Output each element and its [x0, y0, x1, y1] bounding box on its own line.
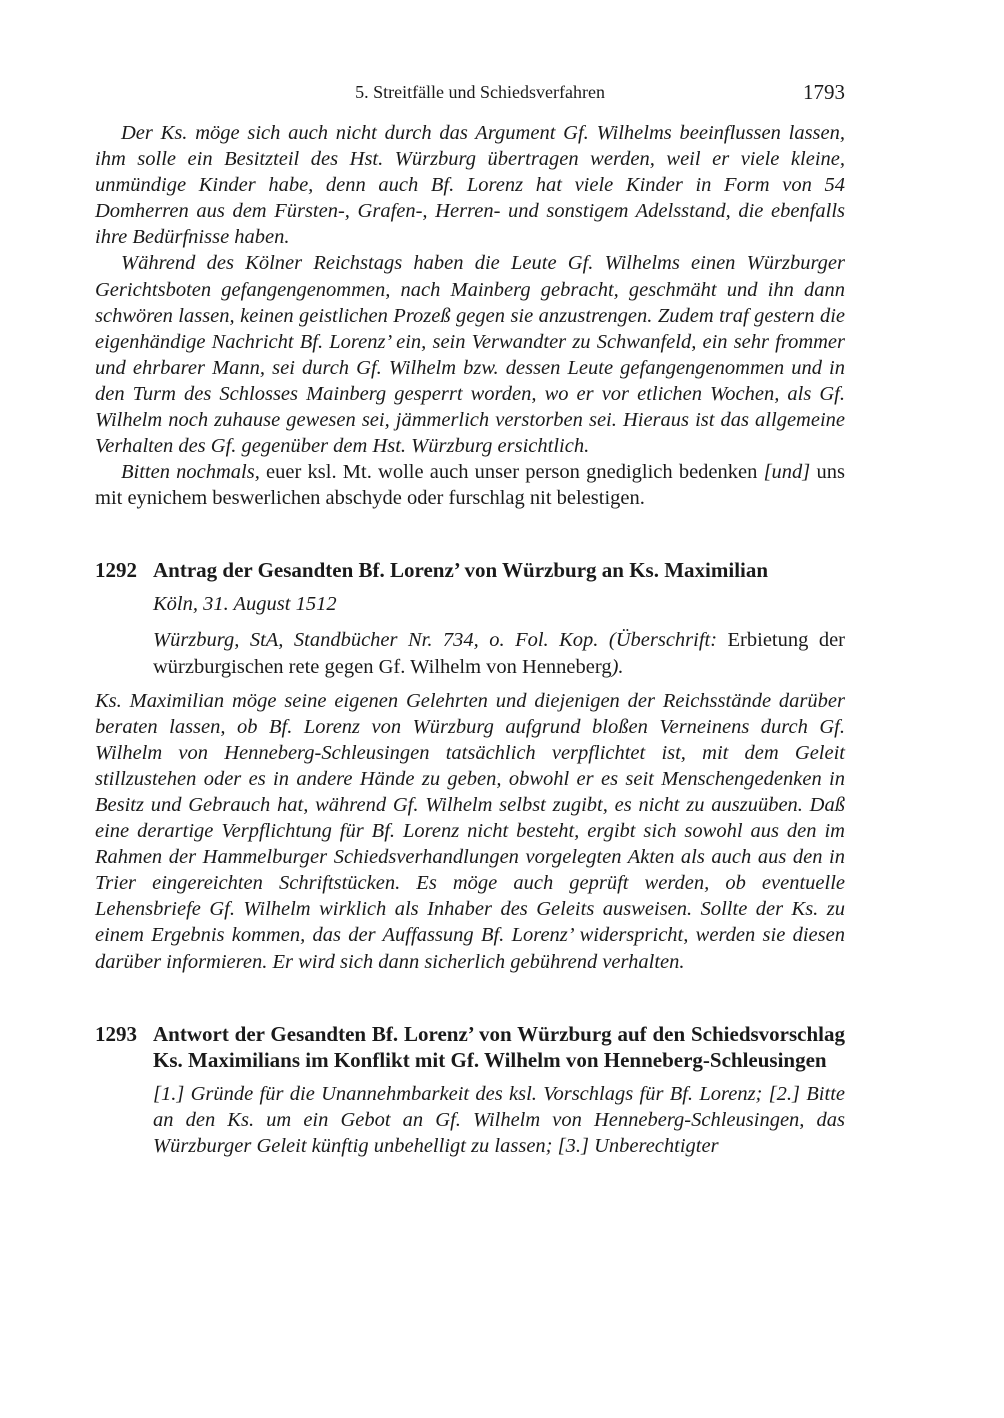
entry-date: Köln, 31. August 1512 — [153, 593, 337, 616]
page-header — [95, 80, 845, 108]
entry-source — [153, 627, 845, 679]
entry-1293 — [95, 1021, 845, 1159]
entry-heading — [95, 1021, 845, 1073]
para3-italic-b: [und] — [763, 461, 811, 484]
para3-roman-b: uns mit eynichem beswerlichen abschyde oder furschlag nit belestigen. — [95, 461, 845, 510]
entry-1292 — [95, 557, 845, 974]
source-close: ). — [611, 655, 624, 678]
para3-roman-a: euer ksl. Mt. wolle auch unser person gnediglich bedenken — [259, 461, 764, 484]
entry-summary: Ks. Maximilian möge seine eigenen Gelehrten und diejenigen der Reichsstände darüber beraten lassen, ob Bf. Lorenz von Würzburg aufgrund bloßen Verneinens durch Gf. Wilhelm von Henneberg-Schleusingen tatsächlich verpflichtet ist, mit dem Geleit stillzustehen oder es in andere Hände zu geben, obwohl er es seit Menschengedenken in Besitz und Gebrauch hat, während Gf. Wilhelm selbst zugibt, es nicht zu auszuüben. Daß eine derartige Verpflichtung für Bf. Lorenz nicht besteht, ergibt sich sowohl aus den im Rahmen der Hammelburger Schiedsverhandlungen vorgelegten Akten als auch aus den in Trier eingereichten Schriftstücken. Es möge auch geprüft werden, ob eventuelle Lehensbriefe Gf. Wilhelm wirklich als Inhaber des Geleits ausweisen. Sollte der Ks. zu einem Ergebnis kommen, das der Auffassung Bf. Lorenz’ widerspricht, werden sie diesen darüber informieren. Er wird sich dann sicherlich gebührend verhalten. — [95, 689, 845, 973]
entry-title: Antwort der Gesandten Bf. Lorenz’ von Würzburg auf den Schiedsvorschlag Ks. Maximilians im Konflikt mit Gf. Wilhelm von Henneberg-Schleusingen — [153, 1021, 845, 1072]
entry-summary: [1.] Gründe für die Unannehmbarkeit des ksl. Vorschlags für Bf. Lorenz; [2.] Bitte an den Ks. um ein Gebot an Gf. Wilhelm von Henneberg-Schleusingen, das Würzburger Geleit künftig unbehelligt zu lassen; [3.] Unberechtigter — [153, 1082, 845, 1157]
page-number: 1793 — [803, 80, 845, 104]
entry-title: Antrag der Gesandten Bf. Lorenz’ von Würzburg an Ks. Maximilian — [153, 558, 769, 583]
page-content — [95, 120, 845, 1159]
running-title: 5. Streitfälle und Schiedsverfahren — [355, 82, 605, 102]
continuation-paragraph-1: Der Ks. möge sich auch nicht durch das Argument Gf. Wilhelms beeinflussen lassen, ihm solle ein Besitzteil des Hst. Würzburg übertragen werden, weil er viele kleine, unmündige Kinder habe, denn auch Bf. Lorenz hat viele Kinder in Form von 54 Domherren aus dem Fürsten-, Grafen-, Herren- und sonstigem Adelsstand, die ebenfalls ihre Bedürfnisse haben. — [95, 122, 845, 249]
source-italic: Würzburg, StA, Standbücher Nr. 734, o. Fol. Kop. (Überschrift: — [153, 629, 718, 652]
continuation-paragraph-3 — [95, 459, 845, 511]
para3-italic-a: Bitten nochmals, — [121, 461, 260, 484]
source-roman: Erbietung der würzburgischen rete gegen Gf. Wilhelm von Henneberg — [153, 629, 845, 678]
entry-number: 1292 — [95, 558, 137, 583]
entry-number: 1293 — [95, 1021, 137, 1046]
entry-heading — [95, 557, 845, 583]
continuation-paragraph-2: Während des Kölner Reichstags haben die Leute Gf. Wilhelms einen Würzburger Gerichtsboten gefangengenommen, nach Mainberg gebracht, geschmäht und ihn dann schwören lassen, keinen geistlichen Prozeß gegen sie anzustrengen. Zudem traf gestern die eigenhändige Nachricht Bf. Lorenz’ ein, sein Verwandter zu Schwanfeld, ein sehr frommer und ehrbarer Mann, sei durch Gf. Wilhelm bzw. dessen Leute gefangengenommen und in den Turm des Schlosses Mainberg gesperrt worden, wo er vor etlichen Wochen, als Gf. Wilhelm noch zuhause gewesen sei, jämmerlich verstorben sei. Hieraus ist das allgemeine Verhalten des Gf. gegenüber dem Hst. Würzburg ersichtlich. — [95, 252, 845, 458]
